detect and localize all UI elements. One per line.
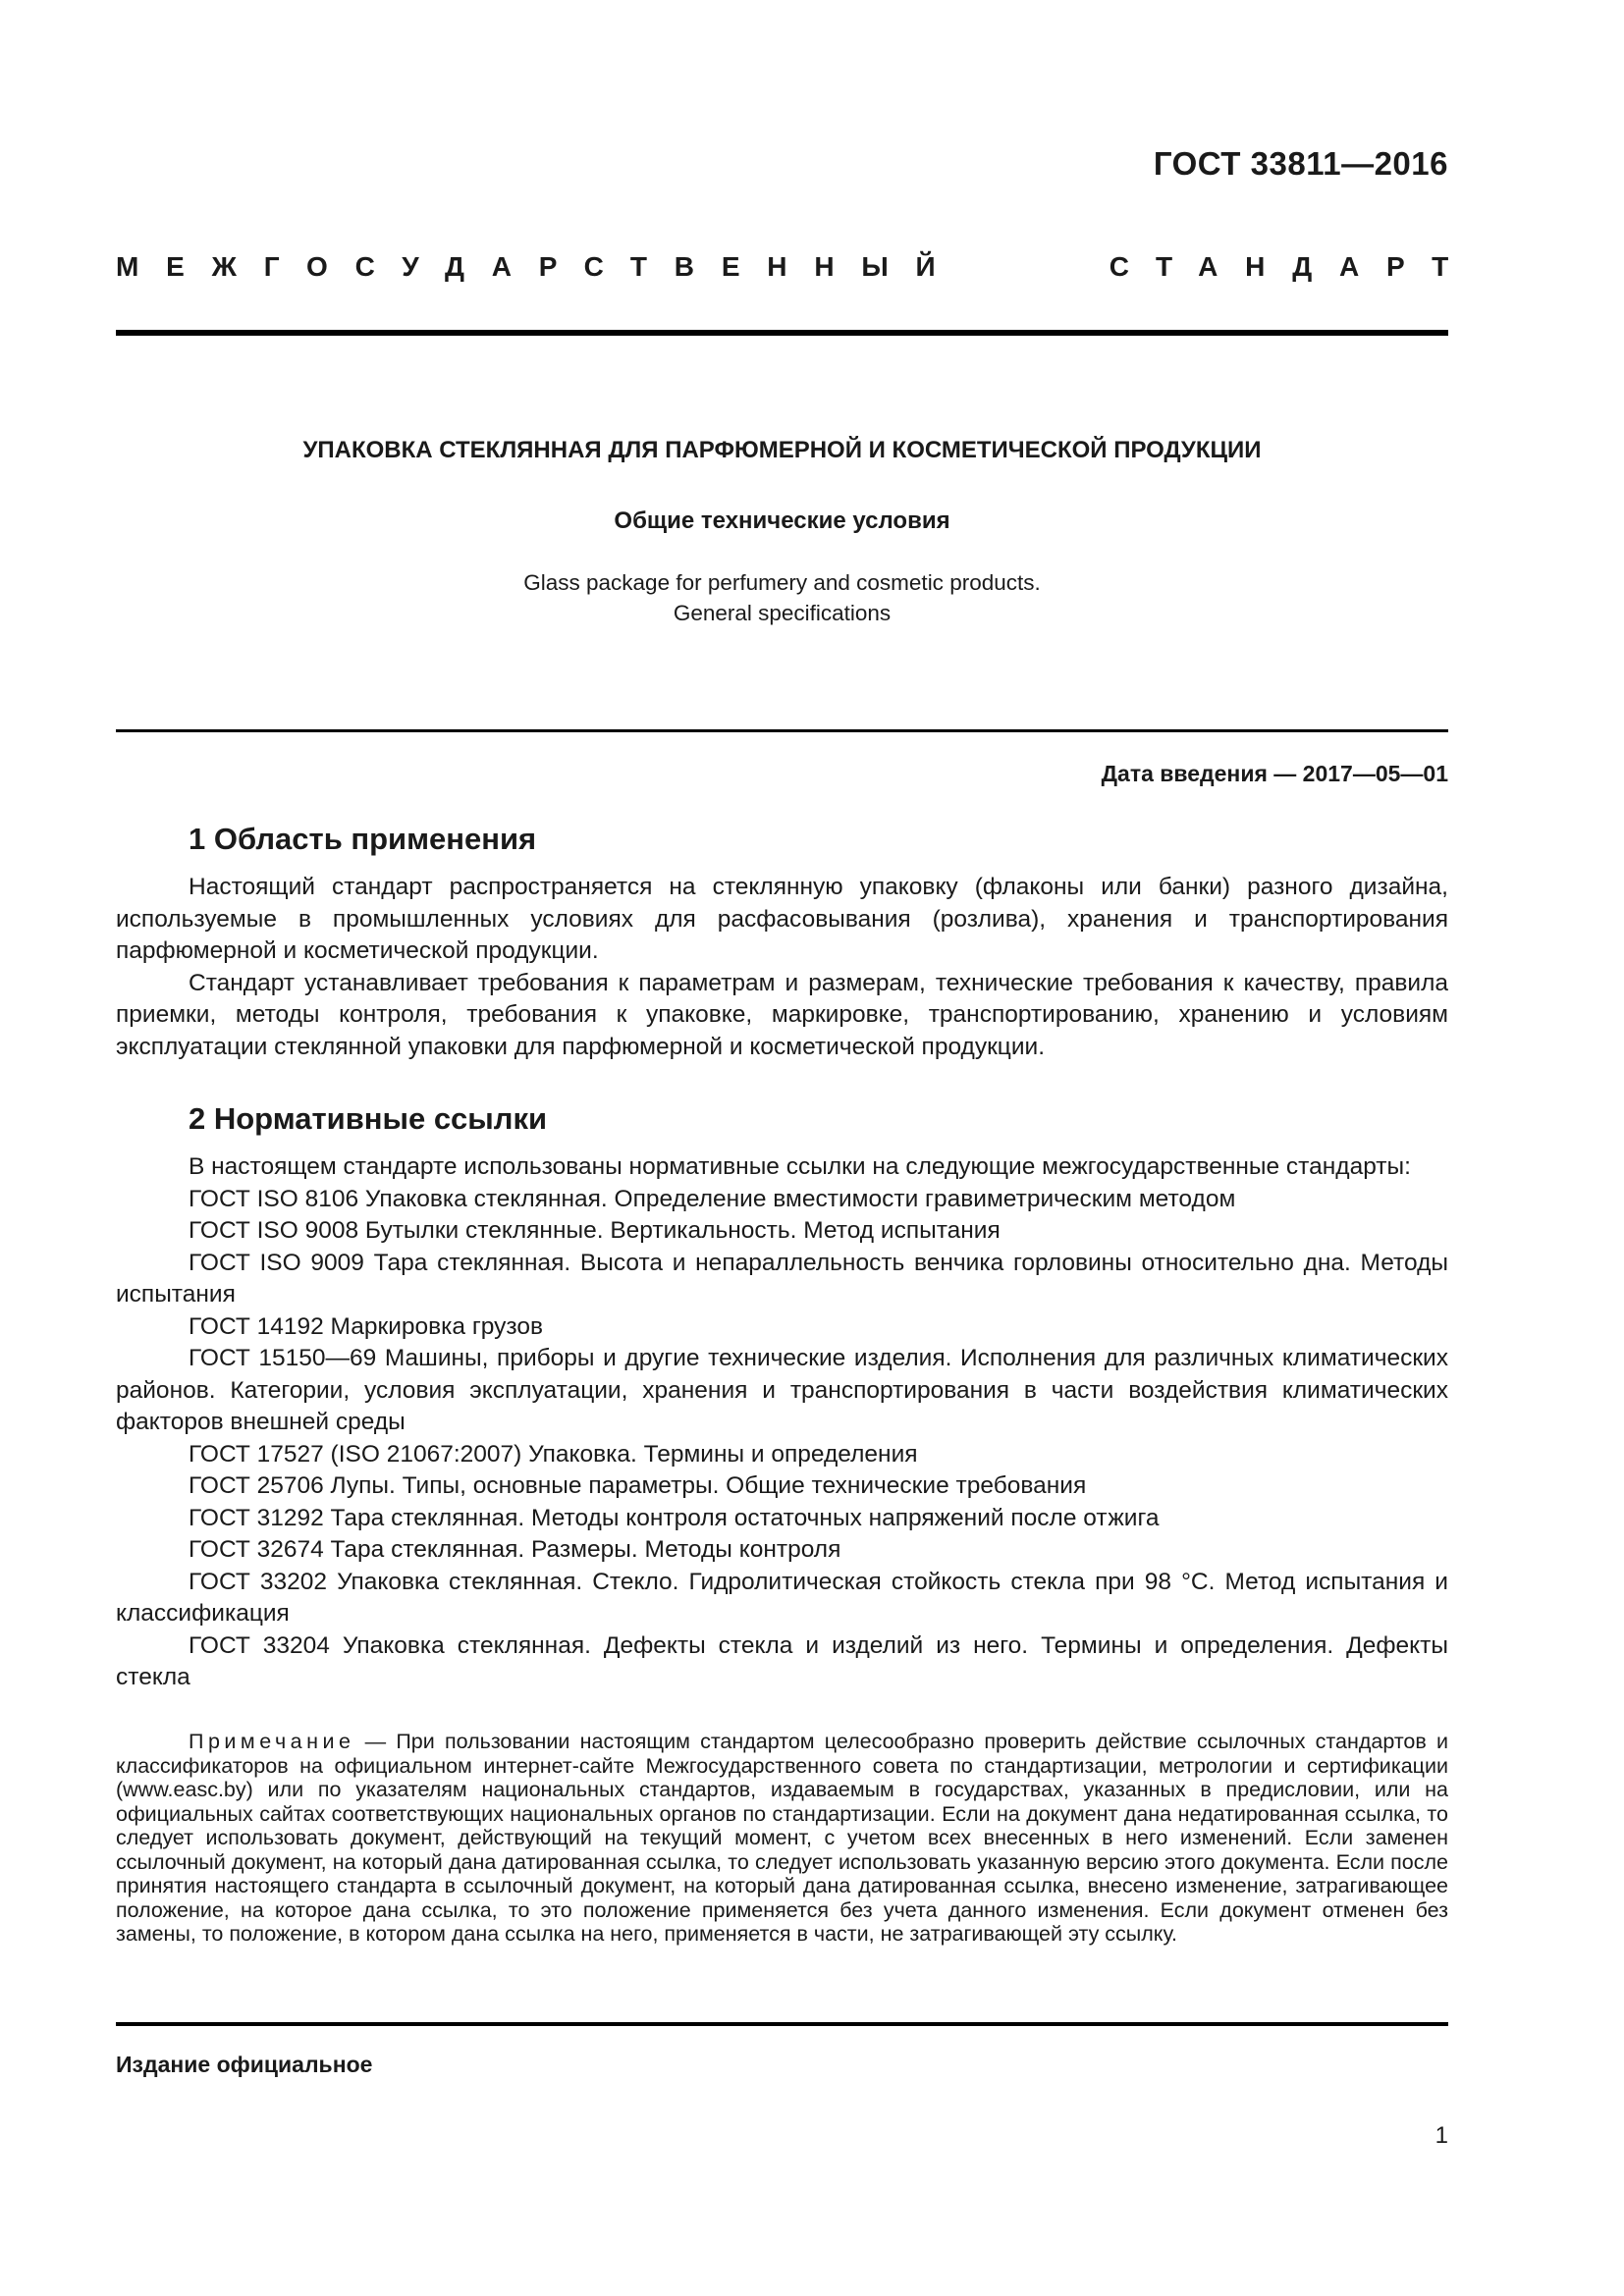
section-heading: 1 Область применения bbox=[189, 822, 537, 856]
header-rule bbox=[116, 330, 1448, 336]
document-subtitle: Общие технические условия bbox=[614, 507, 950, 534]
standard-designation: ГОСТ 33811—2016 bbox=[1153, 145, 1448, 182]
section-1-body bbox=[116, 872, 1448, 1063]
page-number: 1 bbox=[1435, 2122, 1448, 2149]
note-text: — При пользовании настоящим стандартом целесообразно проверить действие ссылочных стандартов и классификаторов на официальном интернет-сайте Межгосударственного совета по стандартизации, метрологии и сертификации (www.easc.by) или по указателям национальных стандартов, издаваемым в государствах, указанных в предисловии, или на официальных сайтах соответствующих национальных органов по стандартизации. Если на документ дана недатированная ссылка, то следует использовать документ, действующий на текущий момент, с учетом всех внесенных в него изменений. Если заменен ссылочный документ, на который дана датированная ссылка, то следует использовать указанную версию этого документа. Если после принятия настоящего стандарта в ссылочный документ, на который дана датированная ссылка, внесено изменение, затрагивающее положение, на которое дана ссылка, то это положение применяется без учета данного изменения. Если документ отменен без замены, то положение, в котором дана ссылка на него, применяется в части, не затрагивающей эту ссылку. bbox=[116, 1730, 1448, 1946]
reference-item: ГОСТ 33204 Упаковка стеклянная. Дефекты стекла и изделий из него. Термины и определения. Дефекты стекла bbox=[116, 1631, 1448, 1690]
section-2-body bbox=[116, 1151, 1448, 1694]
interstate-standard-banner bbox=[116, 251, 1476, 291]
paragraph: В настоящем стандарте использованы нормативные ссылки на следующие межгосударственные стандарты: bbox=[189, 1153, 1411, 1180]
reference-item: ГОСТ ISO 9009 Тара стеклянная. Высота и непараллельность венчика горловины относительно дна. Методы испытания bbox=[116, 1249, 1448, 1308]
paragraph: Настоящий стандарт распространяется на стеклянную упаковку (флаконы или банки) разного дизайна, используемые в промышленных условиях для расфасовывания (розлива), хранения и транспортирования парфюмерной и косметической продукции. bbox=[116, 874, 1448, 964]
title-rule bbox=[116, 729, 1448, 732]
document-title: УПАКОВКА СТЕКЛЯННАЯ ДЛЯ ПАРФЮМЕРНОЙ И КОСМЕТИЧЕСКОЙ ПРОДУКЦИИ bbox=[302, 437, 1262, 463]
reference-item: ГОСТ ISO 9008 Бутылки стеклянные. Вертикальность. Метод испытания bbox=[189, 1217, 1001, 1244]
note-label: Примечание bbox=[189, 1730, 355, 1753]
introduction-date: Дата введения — 2017—05—01 bbox=[1101, 761, 1448, 786]
reference-item: ГОСТ 15150—69 Машины, приборы и другие технические изделия. Исполнения для различных климатических районов. Категории, условия эксплуатации, хранения и транспортирования в части воздействия климатических факторов внешней среды bbox=[116, 1345, 1448, 1435]
section-heading: 2 Нормативные ссылки bbox=[189, 1101, 548, 1136]
reference-item: ГОСТ ISO 8106 Упаковка стеклянная. Определение вместимости гравиметрическим методом bbox=[189, 1185, 1236, 1212]
official-edition-label: Издание официальное bbox=[116, 2052, 373, 2077]
reference-item: ГОСТ 32674 Тара стеклянная. Размеры. Методы контроля bbox=[189, 1536, 841, 1563]
standard-word: СТАНДАРТ bbox=[1109, 251, 1476, 282]
paragraph: Стандарт устанавливает требования к параметрам и размерам, технические требования к качеству, правила приемки, методы контроля, требования к упаковке, маркировке, транспортированию, хранению и условиям эксплуатации стеклянной упаковки для парфюмерной и косметической продукции. bbox=[116, 969, 1448, 1060]
footer-rule bbox=[116, 2022, 1448, 2026]
reference-item: ГОСТ 33202 Упаковка стеклянная. Стекло. Гидролитическая стойкость стекла при 98 °С. Метод испытания и классификация bbox=[116, 1568, 1448, 1627]
english-title-line: General specifications bbox=[673, 601, 892, 625]
reference-item: ГОСТ 17527 (ISO 21067:2007) Упаковка. Термины и определения bbox=[189, 1440, 918, 1468]
reference-item: ГОСТ 14192 Маркировка грузов bbox=[189, 1312, 543, 1340]
reference-item: ГОСТ 31292 Тара стеклянная. Методы контроля остаточных напряжений после отжига bbox=[189, 1504, 1160, 1531]
note-paragraph bbox=[116, 1730, 1448, 1947]
english-title-line: Glass package for perfumery and cosmetic products. bbox=[523, 570, 1041, 595]
english-title bbox=[116, 567, 1448, 628]
interstate-word: МЕЖГОСУДАРСТВЕННЫЙ bbox=[116, 251, 963, 282]
reference-item: ГОСТ 25706 Лупы. Типы, основные параметры. Общие технические требования bbox=[189, 1472, 1087, 1499]
